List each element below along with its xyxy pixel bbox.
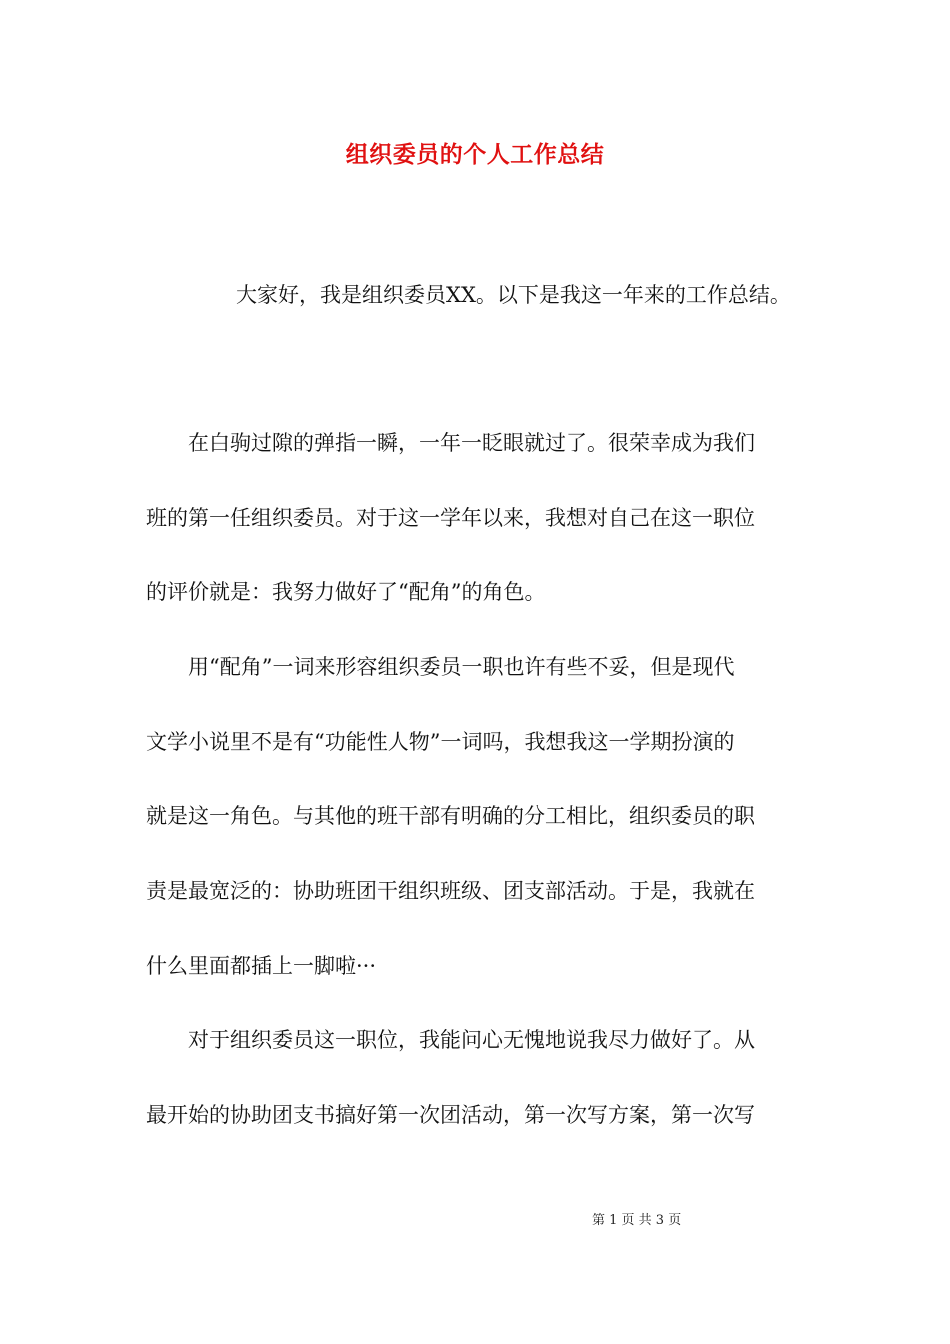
body-line: 最开始的协助团支书搞好第一次团活动，第一次写方案，第一次写 [146,1103,755,1127]
body-line: 文学小说里不是有“功能性人物”一词吗，我想我这一学期扮演的 [146,730,735,754]
intro-line: 大家好，我是组织委员XX。以下是我这一年来的工作总结。 [236,283,791,307]
body-line: 在白驹过隙的弹指一瞬，一年一眨眼就过了。很荣幸成为我们 [146,431,755,455]
page-number-footer: 第 1 页 共 3 页 [592,1213,682,1228]
document-title: 组织委员的个人工作总结 [345,141,605,168]
body-line: 的评价就是：我努力做好了“配角”的角色。 [146,580,546,604]
body-line: 责是最宽泛的：协助班团干组织班级、团支部活动。于是，我就在 [146,879,755,903]
body-line: 班的第一任组织委员。对于这一学年以来，我想对自己在这一职位 [146,506,755,530]
body-line: 对于组织委员这一职位，我能问心无愧地说我尽力做好了。从 [146,1028,755,1052]
body-line: 用“配角”一词来形容组织委员一职也许有些不妥，但是现代 [146,655,735,679]
body-line: 就是这一角色。与其他的班干部有明确的分工相比，组织委员的职 [146,804,755,828]
body-line: 什么里面都插上一脚啦··· [146,954,377,978]
